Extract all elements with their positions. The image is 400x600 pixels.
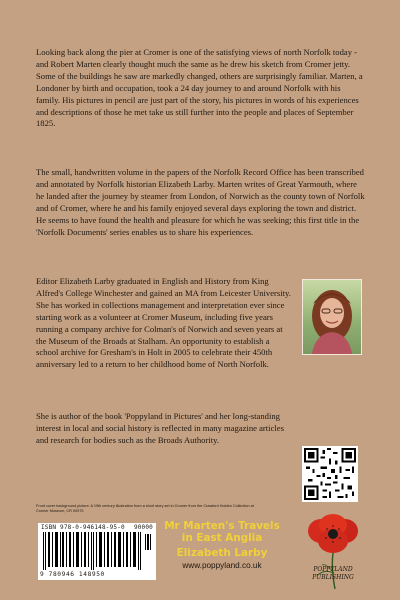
- isbn-number: ISBN 978-0-946148-95-0: [41, 524, 125, 531]
- isbn-label: [41, 524, 153, 531]
- author-photo: [302, 279, 362, 355]
- cover-credit-text: Front cover background picture: A 19th century illustration from a short story set in Cromer from the Crawford Holden Collection at Cromer Museum, CR 00975: [36, 504, 254, 513]
- publisher-website-link[interactable]: www.poppyland.co.uk: [182, 561, 262, 570]
- editor-bio-paragraph: Editor Elizabeth Larby graduated in English and History from King Alfred's College Winchester and gained an MA from Leicester University. She has worked in collections management and interpretation ever since starting work as a volunteer at Cromer Museum, including five years running a company archive for Colman's of Norwich and seven years at the Museum of the Broads at Stalham. An opportunity to establish a school archive for Gresham's in Holt in 2005 to celebrate their 450th anniversary led to a return to her childhood home of North Norfolk.: [36, 276, 291, 370]
- barcode-digits: 9 780946 148950: [40, 571, 105, 578]
- blurb-paragraph-2: The small, handwritten volume in the papers of the Norfolk Record Office has been transcribed and annotated by Norfolk historian Elizabeth Larby. Marten writes of Great Yarmouth, where he landed after the journey by steamer from London, of Norwich as the county town of Norfolk and of Cromer, where he and his family enjoyed several days exploring the town and district. He seems to have found the health and pleasure for which he was seeking; this first title in the 'Norfolk Documents' series enables us to share his experiences.: [36, 167, 365, 237]
- blurb-paragraph-1: Looking back along the pier at Cromer is one of the satisfying views of north Norfolk today - and Robert Marten clearly thought much the same as he drew his sketch from Cromer jetty. Some of the buildings he saw are markedly changed, others are surprisingly familiar. Marten, a Londoner by birth and occupation, took a 24 day journey to and around Norfolk with his family. His pictures in pencil are just part of the story, his pictures in words of his experiences and descriptions of those he met take us still further into the people and places of September 1825.: [36, 47, 363, 129]
- qr-code-icon[interactable]: [302, 446, 358, 502]
- book-title-block: [160, 520, 284, 559]
- book-title-line-2: in East Anglia: [181, 532, 263, 544]
- barcode-bars: [41, 532, 153, 570]
- book-title-line-1: Mr Marten's Travels: [164, 520, 280, 532]
- barcode: [38, 523, 156, 580]
- author-portrait-image: [303, 280, 361, 354]
- book-author: Elizabeth Larby: [176, 547, 268, 559]
- price-code: 90000: [133, 524, 153, 531]
- publisher-name-line-1: POPPYLAND: [313, 566, 353, 573]
- publisher-name-line-2: PUBLISHING: [312, 574, 354, 581]
- publisher-logo-text: [296, 566, 370, 582]
- author-works-paragraph: She is author of the book 'Poppyland in Pictures' and her long-standing interest in local and social history is reflected in many magazine articles and research for bodies such as the Broads Authority.: [36, 411, 284, 445]
